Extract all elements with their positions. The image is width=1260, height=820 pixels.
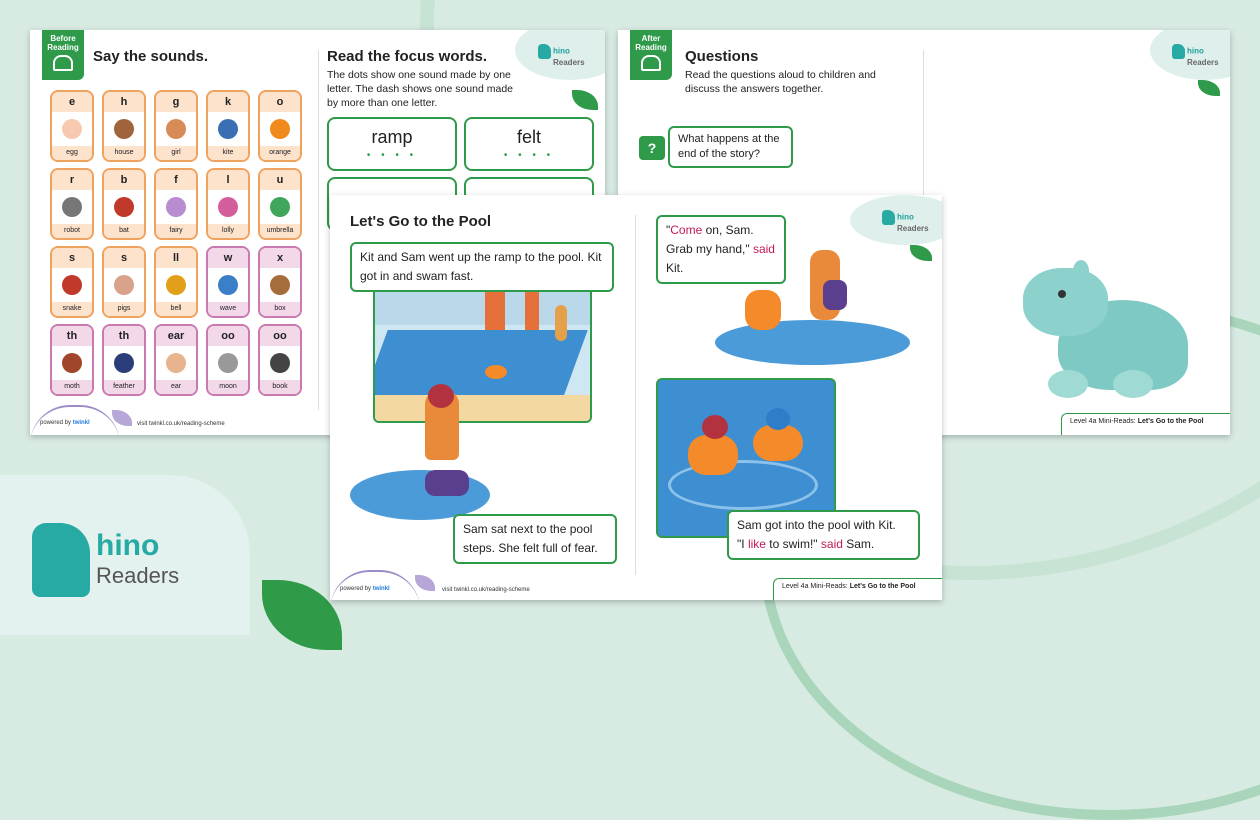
sound-picture-icon	[62, 197, 82, 217]
sound-word: robot	[52, 224, 92, 238]
reading-child-icon	[53, 55, 73, 71]
story-title: Let's Go to the Pool	[350, 213, 492, 230]
focus-word: ramp	[371, 127, 413, 147]
focus-word: felt	[516, 127, 541, 147]
sound-card	[154, 246, 198, 318]
sound-word: lolly	[208, 224, 248, 238]
sound-word: moon	[208, 380, 248, 394]
badge-label: After Reading	[635, 34, 667, 52]
sound-card	[102, 90, 146, 162]
sound-picture-icon	[218, 275, 238, 295]
sound-word: orange	[260, 146, 300, 160]
story-text-2: Sam sat next to the pool steps. She felt full of fear.	[453, 514, 617, 564]
sound-picture-icon	[166, 275, 186, 295]
sound-card	[102, 168, 146, 240]
sound-picture-icon	[62, 353, 82, 373]
sound-word: pigs	[104, 302, 144, 316]
sound-card	[206, 246, 250, 318]
sound-word: snake	[52, 302, 92, 316]
pool-door	[525, 290, 539, 335]
sound-grapheme: ll	[156, 248, 196, 268]
sound-grapheme: th	[104, 326, 144, 346]
sound-picture-icon	[114, 353, 134, 373]
powered-by-text: powered by twinkl	[40, 420, 90, 426]
sound-word: kite	[208, 146, 248, 160]
sound-grapheme: th	[52, 326, 92, 346]
sound-word: bat	[104, 224, 144, 238]
sound-grapheme: ear	[156, 326, 196, 346]
pool-water	[373, 330, 588, 400]
child-head	[766, 408, 790, 430]
leaf-icon	[910, 245, 932, 261]
sound-picture-icon	[166, 353, 186, 373]
before-reading-badge	[42, 30, 84, 80]
sound-card	[154, 90, 198, 162]
sound-word: egg	[52, 146, 92, 160]
mini-logo: hino Readers	[538, 44, 585, 67]
child-sam	[688, 435, 738, 475]
sound-word: feather	[104, 380, 144, 394]
sound-grapheme: g	[156, 92, 196, 112]
footer-swoosh	[330, 570, 420, 600]
focus-word-card	[327, 117, 457, 171]
question-box: What happens at the end of the story?	[668, 126, 793, 168]
sound-picture-icon	[62, 119, 82, 139]
sound-picture-icon	[270, 119, 290, 139]
sound-grapheme: u	[260, 170, 300, 190]
sound-card	[50, 90, 94, 162]
sound-picture-icon	[62, 275, 82, 295]
reading-child-icon	[641, 55, 661, 71]
pool-water	[715, 320, 910, 365]
sound-card	[206, 90, 250, 162]
sound-picture-icon	[114, 275, 134, 295]
sitting-child-illustration	[350, 440, 500, 520]
sound-grapheme: oo	[208, 326, 248, 346]
sound-word: girl	[156, 146, 196, 160]
sound-picture-icon	[114, 119, 134, 139]
sound-picture-icon	[218, 119, 238, 139]
sound-word: book	[260, 380, 300, 394]
sound-card	[258, 168, 302, 240]
child-head	[428, 384, 454, 408]
swimming-child	[485, 365, 507, 379]
child-figure	[555, 305, 567, 341]
pool-deck	[375, 395, 590, 423]
badge-label: Before Reading	[47, 34, 79, 52]
sounds-title: Say the sounds.	[93, 48, 209, 65]
mini-logo: hino Readers	[1172, 44, 1219, 67]
sound-card	[206, 324, 250, 396]
sound-word: box	[260, 302, 300, 316]
sound-card	[50, 246, 94, 318]
sound-grapheme: w	[208, 248, 248, 268]
sound-picture-icon	[166, 119, 186, 139]
sound-grapheme: l	[208, 170, 248, 190]
sound-card	[154, 168, 198, 240]
sound-word: house	[104, 146, 144, 160]
logo-readers-text: Readers	[96, 563, 180, 588]
child-kit	[753, 425, 803, 461]
sound-word: wave	[208, 302, 248, 316]
rhino-foot	[1113, 370, 1153, 398]
sound-grapheme: b	[104, 170, 144, 190]
story-text-1: Kit and Sam went up the ramp to the pool. Kit got in and swam fast.	[350, 242, 614, 292]
rhino-eye	[1058, 290, 1066, 298]
story-card	[330, 195, 942, 600]
sound-card	[154, 324, 198, 396]
sound-card	[50, 324, 94, 396]
splash-water	[350, 470, 490, 520]
pool-door	[485, 290, 505, 335]
rhino-horn	[1073, 260, 1089, 282]
sound-grapheme: oo	[260, 326, 300, 346]
rhino-foot	[1048, 370, 1088, 398]
questions-title: Questions	[685, 48, 759, 65]
question-mark-badge: ?	[639, 136, 665, 160]
leaf-icon	[572, 90, 598, 110]
kickboard	[425, 470, 469, 496]
sound-grapheme: o	[260, 92, 300, 112]
rhino-head	[1023, 268, 1108, 336]
sound-grapheme: e	[52, 92, 92, 112]
sound-picture-icon	[270, 275, 290, 295]
rhino-readers-logo	[0, 475, 250, 635]
focus-words-title: Read the focus words.	[327, 48, 488, 65]
story-text-4: Sam got into the pool with Kit. "I like to swim!" said Sam.	[727, 510, 920, 560]
helping-children-illustration	[715, 290, 915, 380]
mini-logo: hino Readers	[882, 210, 929, 233]
leaf-icon	[1198, 80, 1220, 96]
focus-words-description: The dots show one sound made by one letter. The dash shows one sound made by more than one letter.	[327, 69, 514, 109]
sound-card	[50, 168, 94, 240]
visit-url: visit twinkl.co.uk/reading-scheme	[137, 421, 225, 427]
sound-picture-icon	[114, 197, 134, 217]
footer-leaf	[112, 410, 132, 426]
sound-card	[102, 324, 146, 396]
pool-scene-illustration	[373, 283, 592, 423]
sound-grapheme: s	[104, 248, 144, 268]
rhino-r-icon	[32, 523, 90, 597]
page-footer: Level 4a Mini-Reads: Let's Go to the Pool	[1061, 413, 1230, 435]
sound-grapheme: h	[104, 92, 144, 112]
sound-card	[258, 324, 302, 396]
child-kit	[745, 290, 781, 330]
sound-card	[102, 246, 146, 318]
sound-grapheme: k	[208, 92, 248, 112]
sound-card	[258, 246, 302, 318]
sound-card	[258, 90, 302, 162]
rhino-illustration	[1018, 260, 1218, 400]
sound-picture-icon	[270, 197, 290, 217]
kickboard	[823, 280, 847, 310]
story-text-3: "Come on, Sam. Grab my hand," said Kit.	[656, 215, 786, 284]
powered-by-text: powered by twinkl	[340, 586, 390, 592]
sound-word: ear	[156, 380, 196, 394]
sound-word: moth	[52, 380, 92, 394]
sound-grapheme: f	[156, 170, 196, 190]
footer-leaf	[415, 575, 435, 591]
card3-divider	[635, 215, 636, 575]
child-head	[702, 415, 728, 439]
card1-divider	[318, 50, 319, 410]
after-reading-badge	[630, 30, 672, 80]
focus-word-card	[464, 117, 594, 171]
visit-url: visit twinkl.co.uk/reading-scheme	[442, 587, 530, 593]
sound-picture-icon	[166, 197, 186, 217]
sound-picture-icon	[218, 353, 238, 373]
sound-word: umbrella	[260, 224, 300, 238]
sound-grapheme: x	[260, 248, 300, 268]
sound-picture-icon	[218, 197, 238, 217]
sound-picture-icon	[270, 353, 290, 373]
sound-card	[206, 168, 250, 240]
sound-grapheme: s	[52, 248, 92, 268]
sound-word: fairy	[156, 224, 196, 238]
sound-word: bell	[156, 302, 196, 316]
sound-grapheme: r	[52, 170, 92, 190]
sound-dots: • • • •	[503, 150, 555, 161]
logo-hino-text: hino	[96, 529, 160, 562]
page-footer: Level 4a Mini-Reads: Let's Go to the Pool	[773, 578, 942, 600]
questions-description: Read the questions aloud to children and discuss the answers together.	[685, 69, 876, 95]
sound-dots: • • • •	[366, 150, 418, 161]
